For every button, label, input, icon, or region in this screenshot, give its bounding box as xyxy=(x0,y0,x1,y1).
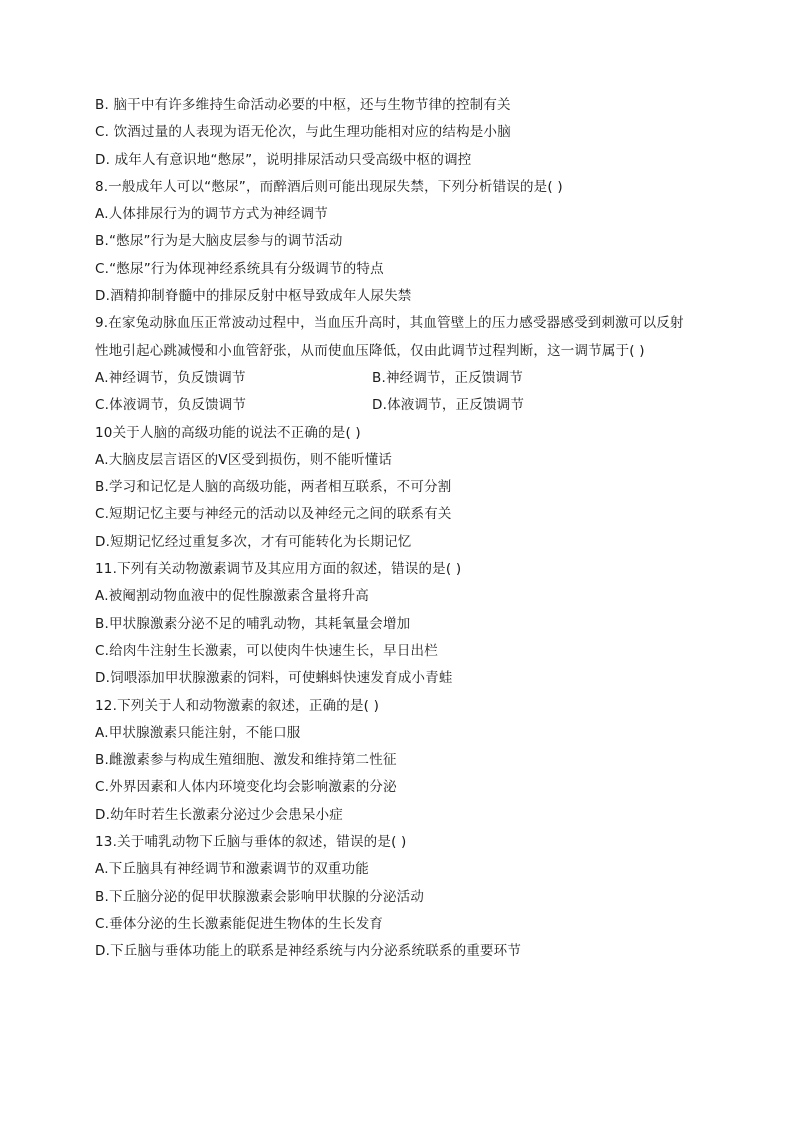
q12-stem: 12.下列关于人和动物激素的叙述，正确的是( ) xyxy=(95,697,380,714)
q9-stem-line-2: 性地引起心跳减慢和小血管舒张，从而使血压降低，仅由此调节过程判断，这一调节属于( ) xyxy=(95,342,645,359)
q7-option-c: C. 饮酒过量的人表现为语无伦次，与此生理功能相对应的结构是小脑 xyxy=(95,124,511,141)
q10-stem: 10关于人脑的高级功能的说法不正确的是( ) xyxy=(95,424,361,441)
q7-option-b: B. 脑干中有许多维持生命活动必要的中枢，还与生物节律的控制有关 xyxy=(95,97,511,113)
q8-stem: 8.一般成年人可以“憋尿”，而醉酒后则可能出现尿失禁，下列分析错误的是( ) xyxy=(95,178,563,195)
q8-option-b: B.“憋尿”行为是大脑皮层参与的调节活动 xyxy=(95,233,343,250)
q12-option-a: A.甲状腺激素只能注射，不能口服 xyxy=(95,724,301,741)
q9-options-row-1 xyxy=(95,365,715,392)
q9-stem-line-1: 9.在家兔动脉血压正常波动过程中，当血压升高时，其血管壁上的压力感受器感受到刺激可以反射 xyxy=(95,315,684,332)
q9-option-b: B.神经调节，正反馈调节 xyxy=(372,369,523,386)
q8-option-c: C.“憋尿”行为体现神经系统具有分级调节的特点 xyxy=(95,260,384,277)
q8-option-d: D.酒精抑制脊髓中的排尿反射中枢导致成年人尿失禁 xyxy=(95,288,412,305)
q10-option-c: C.短期记忆主要与神经元的活动以及神经元之间的联系有关 xyxy=(95,506,452,523)
q9-option-c: C.体液调节，负反馈调节 xyxy=(95,397,247,414)
q7-option-d: D. 成年人有意识地“憋尿”，说明排尿活动只受高级中枢的调控 xyxy=(95,151,472,168)
q11-option-d: D.饲喂添加甲状腺激素的饲料，可使蝌蚪快速发育成小青蛙 xyxy=(95,670,453,687)
q12-option-d: D.幼年时若生长激素分泌过少会患呆小症 xyxy=(95,806,343,823)
q12-option-b: B.雌激素参与构成生殖细胞、激发和维持第二性征 xyxy=(95,752,397,769)
q13-option-c: C.垂体分泌的生长激素能促进生物体的生长发育 xyxy=(95,915,384,932)
q9-option-d: D.体液调节，正反馈调节 xyxy=(372,397,525,414)
q11-option-a: A.被阉割动物血液中的促性腺激素含量将升高 xyxy=(95,588,369,605)
q13-stem: 13.关于哺乳动物下丘脑与垂体的叙述，错误的是( ) xyxy=(95,834,407,851)
q9-option-a: A.神经调节，负反馈调节 xyxy=(95,369,246,386)
q8-option-a: A.人体排尿行为的调节方式为神经调节 xyxy=(95,206,328,223)
q9-options-row-2 xyxy=(95,392,715,419)
q10-option-d: D.短期记忆经过重复多次，才有可能转化为长期记忆 xyxy=(95,533,412,550)
q13-option-b: B.下丘脑分泌的促甲状腺激素会影响甲状腺的分泌活动 xyxy=(95,888,425,905)
q10-option-b: B.学习和记忆是人脑的高级功能，两者相互联系，不可分割 xyxy=(95,479,452,496)
q11-option-c: C.给肉牛注射生长激素，可以使肉牛快速生长，早日出栏 xyxy=(95,642,438,659)
q12-option-c: C.外界因素和人体内环境变化均会影响激素的分泌 xyxy=(95,779,397,796)
q13-option-d: D.下丘脑与垂体功能上的联系是神经系统与内分泌系统联系的重要环节 xyxy=(95,943,522,960)
question-text-block xyxy=(95,92,715,966)
q11-stem: 11.下列有关动物激素调节及其应用方面的叙述，错误的是( ) xyxy=(95,561,462,578)
q10-option-a: A.大脑皮层言语区的Ⅴ区受到损伤，则不能听懂话 xyxy=(95,451,393,468)
q11-option-b: B.甲状腺激素分泌不足的哺乳动物，其耗氧量会增加 xyxy=(95,615,411,632)
q13-option-a: A.下丘脑具有神经调节和激素调节的双重功能 xyxy=(95,861,369,878)
